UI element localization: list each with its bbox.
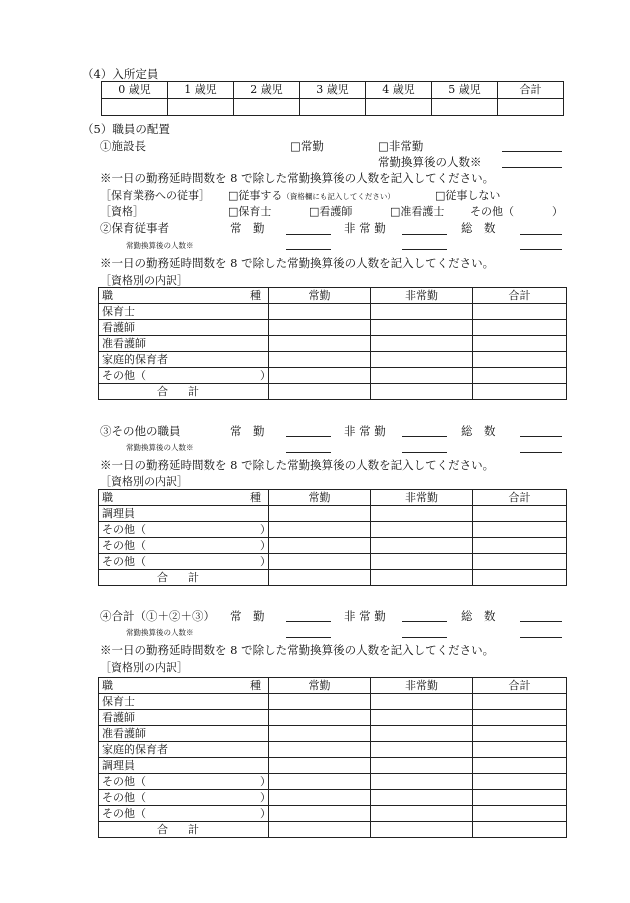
cell-input[interactable] — [473, 806, 567, 822]
capacity-header: 合計 — [498, 82, 564, 99]
cell-input[interactable] — [371, 336, 473, 352]
header-parttime: 非常勤 — [371, 678, 473, 694]
cell-input[interactable] — [269, 806, 371, 822]
staff-total-input-line[interactable] — [520, 234, 562, 235]
capacity-table — [101, 81, 564, 116]
header-fulltime: 常勤 — [269, 678, 371, 694]
breakdown-label: ［資格別の内訳］ — [100, 475, 188, 488]
other-fulltime-input-line[interactable] — [286, 436, 331, 437]
capacity-header: 0 歳児 — [102, 82, 168, 99]
cell-input[interactable] — [371, 806, 473, 822]
capacity-header: 5 歳児 — [432, 82, 498, 99]
staff-breakdown-table — [98, 287, 567, 400]
table-row — [99, 790, 567, 806]
cell-input[interactable] — [371, 694, 473, 710]
cell-input[interactable] — [473, 538, 567, 554]
staff-fte-fulltime-line[interactable] — [286, 249, 331, 250]
row-label: 保育士 — [99, 304, 269, 320]
cell-input[interactable] — [269, 694, 371, 710]
grand-fte-parttime-line[interactable] — [402, 637, 447, 638]
row-label-sum: 合 計 — [99, 384, 269, 400]
cell-input[interactable] — [371, 554, 473, 570]
row-label: 調理員 — [99, 758, 269, 774]
cell-input[interactable] — [269, 320, 371, 336]
grand-parttime-input-line[interactable] — [402, 621, 447, 622]
row-label-sum: 合 計 — [99, 570, 269, 586]
fte-note: ※一日の勤務延時間数を 8 で除した常勤換算後の人数を記入してください。 — [100, 643, 495, 657]
other-total-input-line[interactable] — [520, 436, 562, 437]
cell-input[interactable] — [473, 726, 567, 742]
cell-input[interactable] — [473, 710, 567, 726]
staff-fte-parttime-line[interactable] — [402, 249, 447, 250]
table-row — [99, 554, 567, 570]
header-role: 職 種 — [99, 678, 269, 694]
header-total: 合計 — [473, 490, 567, 506]
other-fte-total-line[interactable] — [520, 452, 562, 453]
qualification-other-label: その他（ — [470, 205, 514, 218]
section-5-title: （5）職員の配置 — [82, 122, 170, 136]
other-fte-label: 常勤換算後の人数※ — [126, 443, 194, 452]
capacity-header: 1 歳児 — [168, 82, 234, 99]
cell-input[interactable] — [269, 506, 371, 522]
cell-input[interactable] — [371, 368, 473, 384]
cell-input[interactable] — [269, 726, 371, 742]
staff-fulltime-input-line[interactable] — [286, 234, 331, 235]
other-staff-label: ③その他の職員 — [100, 424, 181, 438]
cell-input[interactable] — [269, 758, 371, 774]
row-label-other: その他（ ） — [99, 774, 269, 790]
grand-total-count-label: 総 数 — [461, 609, 496, 623]
cell-input[interactable] — [371, 726, 473, 742]
table-row — [99, 758, 567, 774]
grand-fte-fulltime-line[interactable] — [286, 637, 331, 638]
director-fte-label: 常勤換算後の人数※ — [378, 155, 482, 169]
cell-input[interactable] — [473, 336, 567, 352]
cell-input[interactable] — [371, 710, 473, 726]
row-label-other: その他（ ） — [99, 522, 269, 538]
cell-input[interactable] — [269, 570, 371, 586]
grand-fulltime-input-line[interactable] — [286, 621, 331, 622]
staff-label: ②保育従事者 — [100, 221, 169, 235]
cell-input[interactable] — [473, 352, 567, 368]
grand-fte-total-line[interactable] — [520, 637, 562, 638]
staff-fte-total-line[interactable] — [520, 249, 562, 250]
cell-input[interactable] — [371, 538, 473, 554]
cell-input[interactable] — [371, 522, 473, 538]
capacity-input-cell[interactable] — [432, 99, 498, 116]
row-label: 看護師 — [99, 320, 269, 336]
row-label-other: その他（ ） — [99, 554, 269, 570]
breakdown-label: ［資格別の内訳］ — [100, 274, 188, 287]
table-row — [99, 538, 567, 554]
cell-input[interactable] — [269, 538, 371, 554]
header-role: 職 種 — [99, 288, 269, 304]
table-row — [99, 336, 567, 352]
cell-input[interactable] — [269, 774, 371, 790]
qualification-assistant-nurse-checkbox[interactable]: □准看護士 — [390, 205, 445, 218]
qualification-nurse-checkbox[interactable]: □看護師 — [309, 205, 353, 218]
capacity-header: 3 歳児 — [300, 82, 366, 99]
cell-input[interactable] — [473, 320, 567, 336]
header-fulltime: 常勤 — [269, 288, 371, 304]
cell-input[interactable] — [473, 522, 567, 538]
table-row — [99, 726, 567, 742]
other-parttime-label: 非 常 勤 — [344, 424, 386, 438]
capacity-input-cell[interactable] — [234, 99, 300, 116]
other-fte-parttime-line[interactable] — [402, 452, 447, 453]
header-parttime: 非常勤 — [371, 490, 473, 506]
director-fulltime-checkbox[interactable]: □常勤 — [290, 139, 324, 153]
grand-breakdown-table — [98, 677, 567, 838]
cell-input[interactable] — [371, 822, 473, 838]
row-label: 保育士 — [99, 694, 269, 710]
header-total: 合計 — [473, 678, 567, 694]
header-total: 合計 — [473, 288, 567, 304]
cell-input[interactable] — [371, 774, 473, 790]
cell-input[interactable] — [269, 368, 371, 384]
cell-input[interactable] — [473, 758, 567, 774]
director-parttime-checkbox[interactable]: □非常勤 — [378, 139, 424, 153]
capacity-header: 2 歳児 — [234, 82, 300, 99]
header-fulltime: 常勤 — [269, 490, 371, 506]
cell-input[interactable] — [473, 790, 567, 806]
table-row — [99, 742, 567, 758]
childcare-duty-yes-note: （資格欄にも記入してください） — [282, 192, 395, 201]
row-label: 調理員 — [99, 506, 269, 522]
capacity-header: 4 歳児 — [366, 82, 432, 99]
row-label-other: その他（ ） — [99, 538, 269, 554]
other-fte-fulltime-line[interactable] — [286, 452, 331, 453]
grand-total-label: ④合計（①＋②＋③） — [100, 609, 215, 623]
table-row — [99, 806, 567, 822]
cell-input[interactable] — [473, 822, 567, 838]
breakdown-label: ［資格別の内訳］ — [100, 661, 188, 674]
cell-input[interactable] — [371, 304, 473, 320]
capacity-input-cell[interactable] — [168, 99, 234, 116]
table-row — [99, 822, 567, 838]
table-row — [99, 522, 567, 538]
fte-note: ※一日の勤務延時間数を 8 で除した常勤換算後の人数を記入してください。 — [100, 458, 495, 472]
staff-parttime-label: 非 常 勤 — [344, 221, 386, 235]
staff-fte-label: 常勤換算後の人数※ — [126, 241, 194, 250]
table-row — [99, 694, 567, 710]
qualification-other-close: ） — [552, 205, 563, 218]
cell-input[interactable] — [371, 320, 473, 336]
row-label: 准看護師 — [99, 726, 269, 742]
grand-fte-label: 常勤換算後の人数※ — [126, 628, 194, 637]
table-row — [99, 384, 567, 400]
cell-input[interactable] — [269, 304, 371, 320]
director-fte-input-line[interactable] — [502, 167, 562, 168]
other-fulltime-label: 常 勤 — [230, 424, 265, 438]
other-staff-breakdown-table — [98, 489, 567, 586]
table-row — [99, 570, 567, 586]
other-total-label: 総 数 — [461, 424, 496, 438]
cell-input[interactable] — [269, 742, 371, 758]
staff-parttime-input-line[interactable] — [402, 234, 447, 235]
fte-note: ※一日の勤務延時間数を 8 で除した常勤換算後の人数を記入してください。 — [100, 171, 495, 185]
cell-input[interactable] — [269, 554, 371, 570]
cell-input[interactable] — [269, 352, 371, 368]
director-input-line[interactable] — [502, 151, 562, 152]
childcare-duty-yes-label: □従事する — [228, 189, 283, 202]
capacity-input-cell[interactable] — [498, 99, 564, 116]
table-row — [99, 368, 567, 384]
qualification-nursery-checkbox[interactable]: □保育士 — [228, 205, 272, 218]
cell-input[interactable] — [473, 774, 567, 790]
header-parttime: 非常勤 — [371, 288, 473, 304]
cell-input[interactable] — [371, 506, 473, 522]
director-label: ①施設長 — [100, 139, 146, 153]
section-4-title: （4）入所定員 — [82, 67, 159, 81]
row-label: 家庭的保育者 — [99, 352, 269, 368]
row-label-sum: 合 計 — [99, 822, 269, 838]
cell-input[interactable] — [269, 336, 371, 352]
capacity-input-cell[interactable] — [366, 99, 432, 116]
cell-input[interactable] — [473, 554, 567, 570]
staff-fulltime-label: 常 勤 — [230, 221, 265, 235]
row-label-other: その他（ ） — [99, 368, 269, 384]
row-label: 家庭的保育者 — [99, 742, 269, 758]
cell-input[interactable] — [269, 822, 371, 838]
cell-input[interactable] — [371, 790, 473, 806]
cell-input[interactable] — [473, 304, 567, 320]
header-role: 職 種 — [99, 490, 269, 506]
cell-input[interactable] — [269, 384, 371, 400]
row-label-other: その他（ ） — [99, 790, 269, 806]
grand-fulltime-label: 常 勤 — [230, 609, 265, 623]
cell-input[interactable] — [473, 384, 567, 400]
qualification-label: ［資格］ — [100, 205, 144, 218]
childcare-duty-label: ［保育業務への従事］ — [100, 189, 210, 202]
cell-input[interactable] — [371, 570, 473, 586]
cell-input[interactable] — [269, 790, 371, 806]
cell-input[interactable] — [473, 694, 567, 710]
table-row — [99, 506, 567, 522]
table-row — [99, 710, 567, 726]
table-row — [99, 304, 567, 320]
table-row — [99, 774, 567, 790]
cell-input[interactable] — [473, 506, 567, 522]
table-row — [99, 320, 567, 336]
cell-input[interactable] — [371, 352, 473, 368]
grand-parttime-label: 非 常 勤 — [344, 609, 386, 623]
grand-total-input-line[interactable] — [520, 621, 562, 622]
cell-input[interactable] — [473, 742, 567, 758]
staff-total-label: 総 数 — [461, 221, 496, 235]
cell-input[interactable] — [371, 758, 473, 774]
cell-input[interactable] — [269, 522, 371, 538]
childcare-duty-yes-checkbox[interactable] — [228, 187, 395, 203]
row-label: 准看護師 — [99, 336, 269, 352]
row-label-other: その他（ ） — [99, 806, 269, 822]
cell-input[interactable] — [473, 570, 567, 586]
cell-input[interactable] — [269, 710, 371, 726]
other-parttime-input-line[interactable] — [402, 436, 447, 437]
cell-input[interactable] — [473, 368, 567, 384]
childcare-duty-no-checkbox[interactable]: □従事しない — [435, 189, 501, 202]
capacity-input-cell[interactable] — [300, 99, 366, 116]
cell-input[interactable] — [371, 384, 473, 400]
row-label: 看護師 — [99, 710, 269, 726]
cell-input[interactable] — [371, 742, 473, 758]
capacity-input-cell[interactable] — [102, 99, 168, 116]
fte-note: ※一日の勤務延時間数を 8 で除した常勤換算後の人数を記入してください。 — [100, 256, 495, 270]
table-row — [99, 352, 567, 368]
